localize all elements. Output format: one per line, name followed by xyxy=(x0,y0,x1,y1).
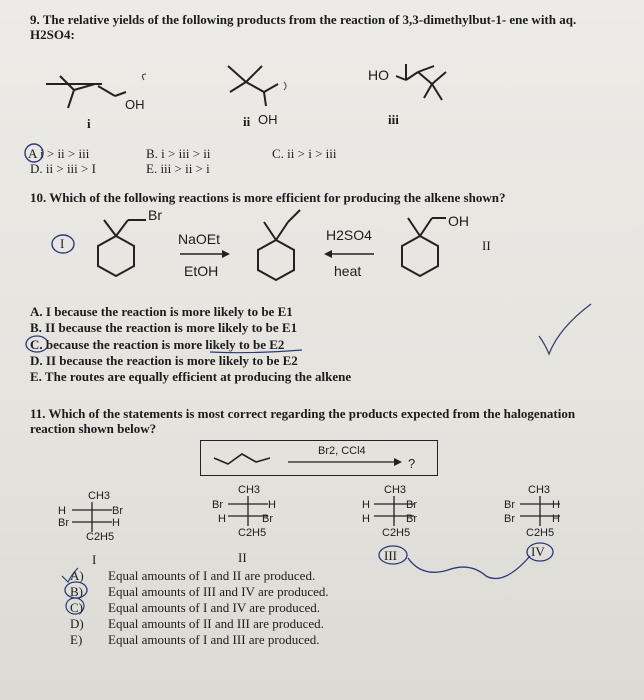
q9-choice-b: B. i > iii > ii xyxy=(146,146,211,161)
fischer-I-bottom: C2H5 xyxy=(86,531,115,543)
fischer-I-top: CH3 xyxy=(88,490,111,502)
q11-choice-b: Equal amounts of III and IV are produced. xyxy=(108,584,329,599)
q9-reagent: H2SO4: xyxy=(30,27,75,42)
q10-br: Br xyxy=(148,207,162,223)
fischer-III-r2-left: H xyxy=(362,513,370,525)
q9-choice-a: i > ii > iii xyxy=(40,146,90,161)
q10-choice-c: C. because the reaction is more likely to be E2 xyxy=(30,337,285,352)
q9-i-oh: OH xyxy=(125,97,145,112)
fischer-IV-top: CH3 xyxy=(528,484,551,496)
q9-choice-e: E. iii > ii > i xyxy=(146,161,210,176)
fischer-IV-r1-right: H xyxy=(552,499,560,511)
fischer-IV-bottom: C2H5 xyxy=(526,527,555,539)
q11-stem-line2: reaction shown below? xyxy=(30,421,157,436)
fischer-II-r2-left: H xyxy=(218,513,226,525)
fischer-III-r2-right: Br xyxy=(406,513,417,525)
q9-iii-ho: HO xyxy=(368,67,389,83)
fischer-I-r2-left: Br xyxy=(58,517,69,529)
fischer-III-label: III xyxy=(384,548,397,563)
q11-letter-a: A) xyxy=(70,568,84,583)
q10-reactant-I-structure xyxy=(86,206,156,286)
q10-choice-e: E. The routes are equally efficient at producing the alkene xyxy=(30,369,352,384)
q9-choice-d: D. ii > iii > I xyxy=(30,161,96,176)
fischer-II-r1-right: H xyxy=(268,499,276,511)
q11-alkene-structure xyxy=(210,448,280,468)
q11-choice-e: Equal amounts of I and III are produced. xyxy=(108,632,320,647)
fischer-III-cross xyxy=(372,494,416,528)
q10-label-II: II xyxy=(482,238,491,253)
fischer-IV-label: IV xyxy=(531,544,545,559)
fischer-II-bottom: C2H5 xyxy=(238,527,267,539)
q10-arrow-left xyxy=(322,248,376,260)
q10-alkene-structure xyxy=(246,206,316,286)
q9-ii-oh: OH xyxy=(258,112,278,127)
q11-choice-c: Equal amounts of I and IV are produced. xyxy=(108,600,321,615)
check-mark-icon xyxy=(535,300,595,360)
q11-question-mark: ? xyxy=(408,456,416,471)
fischer-I-r2-right: H xyxy=(112,517,120,529)
fischer-II-top: CH3 xyxy=(238,484,261,496)
q11-letter-d: D) xyxy=(70,616,84,631)
q10-naoet: NaOEt xyxy=(178,231,221,247)
fischer-IV-r1-left: Br xyxy=(504,499,515,511)
fischer-IV-cross xyxy=(518,494,562,528)
q10-heat: heat xyxy=(334,263,362,279)
q10-choice-a: A. I because the reaction is more likely to be E1 xyxy=(30,304,293,319)
svg-text:A: A xyxy=(28,146,38,161)
fischer-IV-r2-right: H xyxy=(552,513,560,525)
fischer-I-label: I xyxy=(92,552,97,567)
q10-choice-b: B. II because the reaction is more likely to be E1 xyxy=(30,320,298,335)
fischer-I-cross xyxy=(70,500,114,534)
fischer-III-top: CH3 xyxy=(384,484,407,496)
q10-stem: 10. Which of the following reactions is more efficient for producing the alkene shown? xyxy=(30,190,506,205)
q11-reagent: Br2, CCl4 xyxy=(318,445,366,457)
fischer-I-r1-right: Br xyxy=(112,505,123,517)
q11-arrow xyxy=(286,456,406,468)
q9-label-i: i xyxy=(87,116,91,131)
fischer-II-cross xyxy=(226,494,270,528)
q11-stem-line1: 11. Which of the statements is most correct regarding the products expected from the halogenation xyxy=(30,406,576,421)
fischer-III-bottom: C2H5 xyxy=(382,527,411,539)
q10-oh: OH xyxy=(448,213,469,229)
q11-choice-a: Equal amounts of I and II are produced. xyxy=(108,568,316,583)
fischer-I-r1-left: H xyxy=(58,505,66,517)
q10-choice-d: D. II because the reaction is more likely to be E2 xyxy=(30,353,298,368)
q10-label-I: I xyxy=(60,236,65,251)
fischer-IV-r2-left: Br xyxy=(504,513,515,525)
q10-arrow-right xyxy=(178,248,232,260)
q11-choice-d: Equal amounts of II and III are produced. xyxy=(108,616,324,631)
q11-letter-c: C) xyxy=(70,600,83,615)
q9-label-ii: ii xyxy=(243,114,251,129)
q9-product-iii-structure xyxy=(390,58,460,118)
hand-connector-squiggle xyxy=(404,548,534,588)
q11-letter-b: B) xyxy=(70,584,83,599)
q10-etoh: EtOH xyxy=(184,263,219,279)
q9-product-i-structure xyxy=(40,66,170,126)
fischer-II-label: II xyxy=(238,550,247,565)
q9-choice-c: C. ii > i > iii xyxy=(272,146,337,161)
fischer-III-r1-right: Br xyxy=(406,499,417,511)
q10-h2so4: H2SO4 xyxy=(326,227,372,243)
fischer-II-r2-right: Br xyxy=(262,513,273,525)
fischer-III-r1-left: H xyxy=(362,499,370,511)
q11-letter-e: E) xyxy=(70,632,83,647)
q9-stem: 9. The relative yields of the following products from the reaction of 3,3-dimethylbut-1- ene with aq. xyxy=(30,12,577,27)
q9-product-ii-structure xyxy=(222,62,292,112)
q9-label-iii: iii xyxy=(388,112,399,127)
fischer-II-r1-left: Br xyxy=(212,499,223,511)
